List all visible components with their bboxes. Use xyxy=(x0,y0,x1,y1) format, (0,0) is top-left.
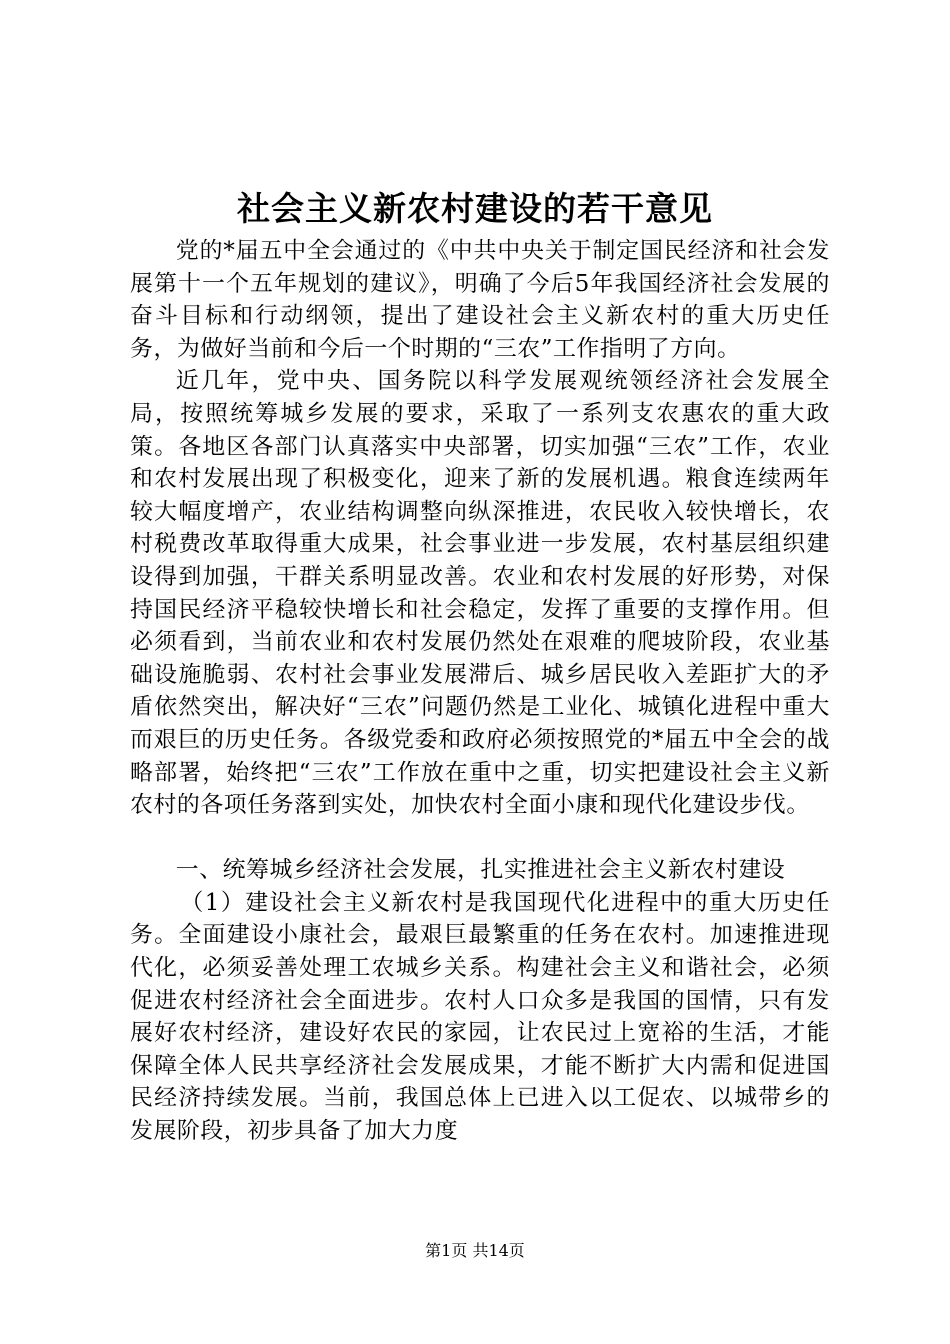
paragraph-context: 近几年，党中央、国务院以科学发展观统领经济社会发展全局，按照统筹城乡发展的要求，采取了一系列支农惠农的重大政策。各地区各部门认真落实中央部署，切实加强“三农”工作，农业和农村发展出现了积极变化，迎来了新的发展机遇。粮食连续两年较大幅度增产，农业结构调整向纵深推进，农民收入较快增长，农村税费改革取得重大成果，社会事业进一步发展，农村基层组织建设得到加强，干群关系明显改善。农业和农村发展的好形势，对保持国民经济平稳较快增长和社会稳定，发挥了重要的支撑作用。但必须看到，当前农业和农村发展仍然处在艰难的爬坡阶段，农业基础设施脆弱、农村社会事业发展滞后、城乡居民收入差距扩大的矛盾依然突出，解决好“三农”问题仍然是工业化、城镇化进程中重大而艰巨的历史任务。各级党委和政府必须按照党的*届五中全会的战略部署，始终把“三农”工作放在重中之重，切实把建设社会主义新农村的各项任务落到实处，加快农村全面小康和现代化建设步伐。 xyxy=(130,368,830,819)
document-title: 社会主义新农村建设的若干意见 xyxy=(237,189,713,228)
page-number-footer: 第1页 共14页 xyxy=(425,1241,525,1260)
subsection-paragraph: （1）建设社会主义新农村是我国现代化进程中的重大历史任务。全面建设小康社会，最艰巨最繁重的任务在农村。加速推进现代化，必须妥善处理工农城乡关系。构建社会主义和谐社会，必须促进农村经济社会全面进步。农村人口众多是我国的国情，只有发展好农村经济，建设好农民的家园，让农民过上宽裕的生活，才能保障全体人民共享经济社会发展成果，才能不断扩大内需和促进国民经济持续发展。当前，我国总体上已进入以工促农、以城带乡的发展阶段，初步具备了加大力度 xyxy=(130,889,830,1145)
section-heading: 一、统筹城乡经济社会发展，扎实推进社会主义新农村建设 xyxy=(175,857,786,884)
document-body xyxy=(130,235,830,1148)
paragraph-intro: 党的*届五中全会通过的《中共中央关于制定国民经济和社会发展第十一个五年规划的建议》，明确了今后5年我国经济社会发展的奋斗目标和行动纲领，提出了建设社会主义新农村的重大历史任务，为做好当前和今后一个时期的“三农”工作指明了方向。 xyxy=(130,238,830,362)
